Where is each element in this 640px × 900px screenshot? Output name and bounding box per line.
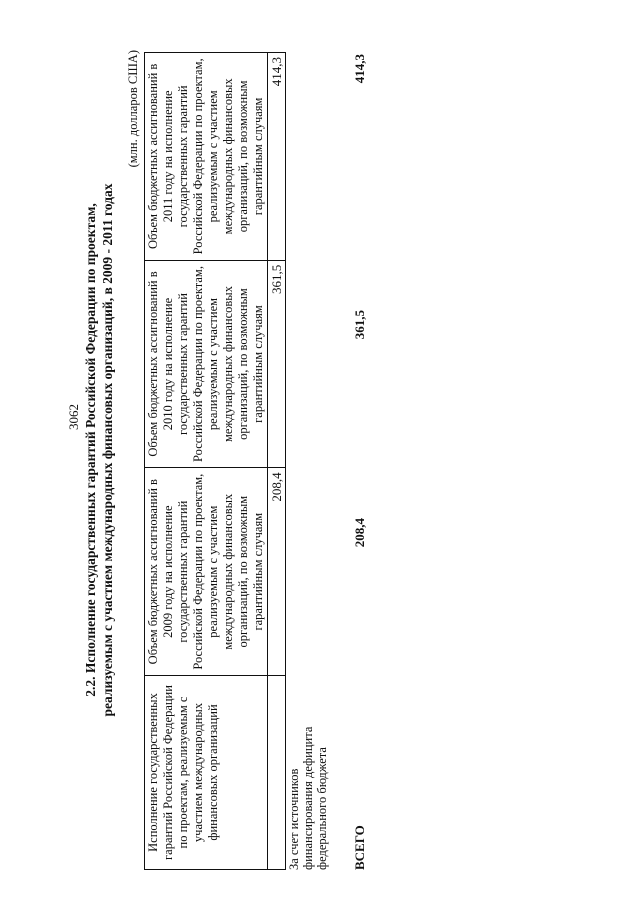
total-value-2009: 208,4	[352, 518, 367, 548]
value-2011: 414,3	[268, 53, 286, 261]
total-value-2010: 361,5	[352, 310, 367, 340]
value-2010: 361,5	[268, 260, 286, 468]
title-line-2: реализуемым с участием международных финансовых организаций, в 2009 - 2011 годах	[100, 183, 115, 717]
total-label: ВСЕГО	[352, 825, 367, 870]
table-title	[82, 20, 116, 880]
header-cell-description: Исполнение государственных гарантий Российской Федерации по проектам, реализуемым с участием международных финансовых организаций	[145, 676, 268, 870]
value-2009: 208,4	[268, 468, 286, 676]
values-row	[268, 53, 286, 870]
header-cell-2010: Объем бюджетных ассигнований в 2010 году на исполнение государственных гарантий Российской Федерации по проектам, реализуемым с участием международных финансовых организаций, по возможным гарантийным случаям	[145, 260, 268, 468]
header-row	[145, 53, 268, 870]
rotated-page-content	[82, 20, 532, 880]
units-note: (млн. долларов США)	[126, 50, 140, 168]
guarantees-table	[144, 52, 286, 870]
header-cell-2009: Объем бюджетных ассигнований в 2009 году на исполнение государственных гарантий Российской Федерации по проектам, реализуемым с участием международных финансовых организаций, по возможным гарантийным случаям	[145, 468, 268, 676]
title-line-1: 2.2. Исполнение государственных гарантий Российской Федерации по проектам,	[83, 203, 98, 697]
row-label-deficit-sources: За счет источников финансирования дефицита федерального бюджета	[287, 726, 329, 870]
values-cell-empty	[268, 676, 286, 870]
total-value-2011: 414,3	[352, 54, 367, 84]
page-number: 3062	[66, 404, 81, 430]
header-cell-2011: Объем бюджетных ассигнований в 2011 году на исполнение государственных гарантий Российской Федерации по проектам, реализуемым с участием международных финансовых организаций, по возможным гарантийным случаям	[145, 53, 268, 261]
